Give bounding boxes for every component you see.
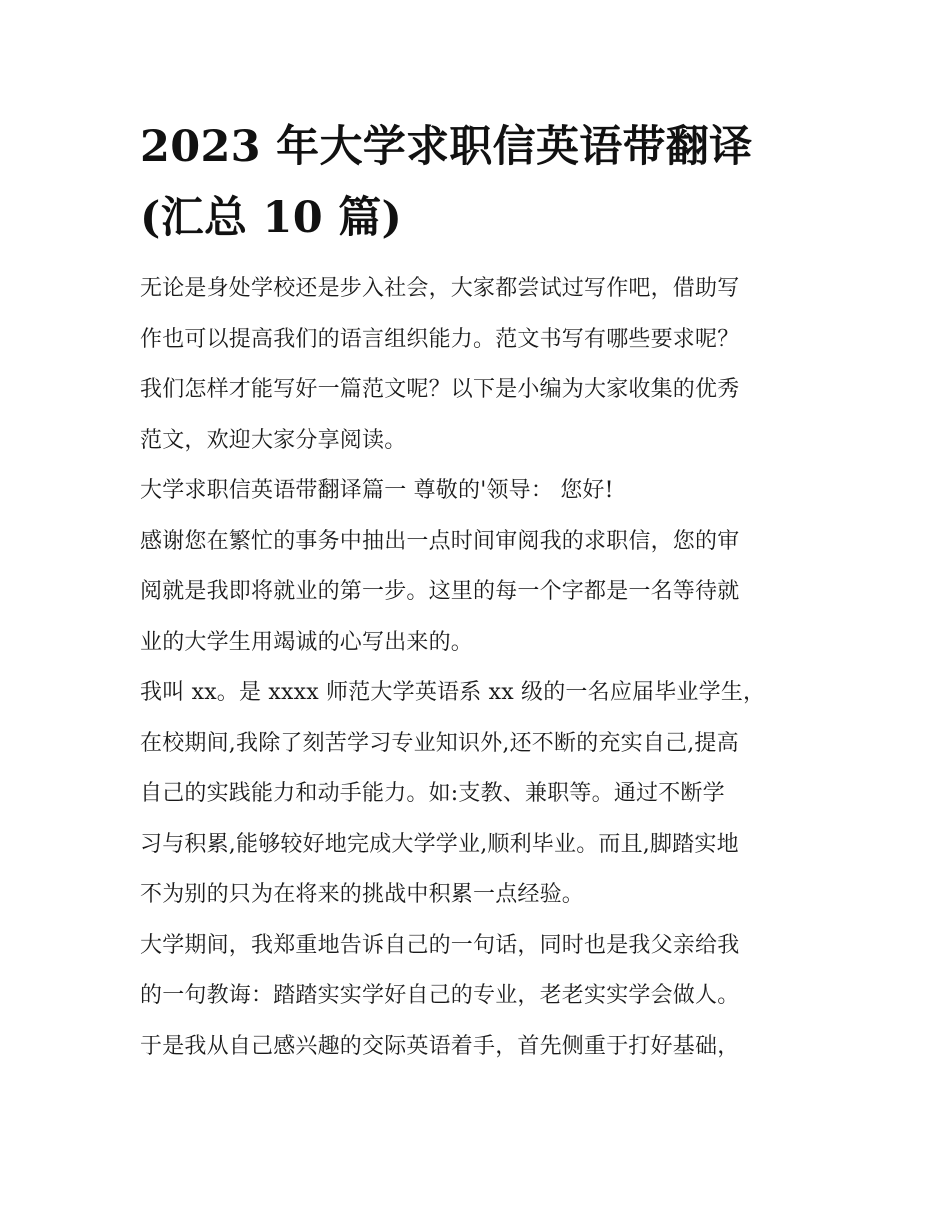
text-line: 业的大学生用竭诚的心写出来的。 (140, 629, 474, 655)
text-line: 作也可以提高我们的语言组织能力。范文书写有哪些要求呢？ (140, 326, 740, 352)
body-paragraph (140, 517, 815, 669)
text-line: 于是我从自己感兴趣的交际英语着手，首先侧重于打好基础， (140, 1033, 740, 1059)
body-paragraph (140, 668, 815, 921)
intro-paragraph (140, 264, 815, 466)
document-title (140, 112, 815, 254)
text-line: 感谢您在繁忙的事务中抽出一点时间审阅我的求职信，您的审 (140, 528, 740, 554)
text-line: 自己的实践能力和动手能力。如:支教、兼职等。通过不断学 (140, 781, 725, 806)
title-line: 2023 年大学求职信英语带翻译 (140, 122, 753, 172)
text-line: 无论是身处学校还是步入社会，大家都尝试过写作吧，借助写 (140, 276, 740, 301)
text-line: 在校期间,我除了刻苦学习专业知识外,还不断的充实自己,提高 (140, 730, 739, 756)
text-line: 我们怎样才能写好一篇范文呢？以下是小编为大家收集的优秀 (140, 377, 740, 402)
text-line: 我叫 xx。是 xxxx 师范大学英语系 xx 级的一名应届毕业学生， (140, 680, 766, 705)
section-heading-paragraph (140, 466, 815, 517)
document-content (140, 112, 815, 1072)
text-line: 大学求职信英语带翻译篇一 尊敬的'领导： 您好! (140, 478, 614, 503)
text-line: 范文，欢迎大家分享阅读。 (140, 427, 407, 453)
text-line: 不为别的只为在将来的挑战中积累一点经验。 (140, 882, 585, 907)
document-body (140, 264, 815, 1072)
text-line: 的一句教诲：踏踏实实学好自己的专业，老老实实学会做人。 (140, 983, 740, 1008)
body-paragraph (140, 921, 815, 1073)
text-line: 大学期间，我郑重地告诉自己的一句话，同时也是我父亲给我 (140, 932, 740, 958)
title-line: (汇总 10 篇) (140, 193, 403, 243)
text-line: 习与积累,能够较好地完成大学学业,顺利毕业。而且,脚踏实地 (140, 831, 739, 857)
text-line: 阅就是我即将就业的第一步。这里的每一个字都是一名等待就 (140, 579, 740, 604)
